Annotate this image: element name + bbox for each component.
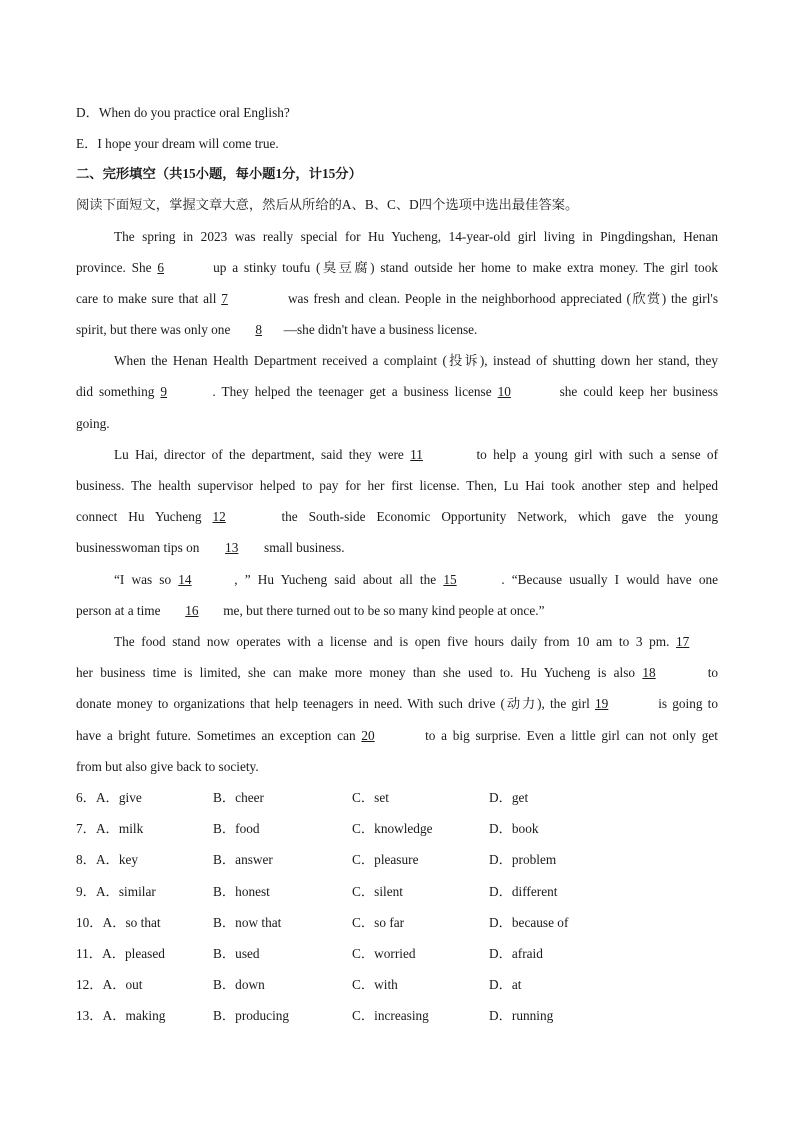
option-a[interactable]: A．so that xyxy=(102,915,161,930)
passage-text: up a stinky toufu (臭豆腐) stand outside her home to make extra money. The girl took xyxy=(213,260,719,275)
blank-13: 13 xyxy=(225,540,239,555)
option-a[interactable]: A．making xyxy=(102,1008,166,1023)
option-c[interactable]: C．set xyxy=(352,790,389,805)
option-a[interactable]: A．key xyxy=(95,852,139,867)
passage-text: care to make sure that all xyxy=(76,291,217,306)
passage-text: me, but there turned out to be so many kind people at once.” xyxy=(223,603,545,618)
passage-line xyxy=(76,508,718,526)
passage-text: Lu Hai, director of the department, said they were xyxy=(114,447,404,462)
option-d[interactable]: D．afraid xyxy=(489,946,543,961)
option-e-line: E．I hope your dream will come true. xyxy=(76,136,279,151)
question-number: 6． xyxy=(76,790,96,805)
option-d[interactable]: D．running xyxy=(489,1008,554,1023)
blank-8: 8 xyxy=(255,322,263,337)
blank-17: 17 xyxy=(676,634,690,649)
option-a[interactable]: A．similar xyxy=(95,884,156,899)
option-c[interactable]: C．silent xyxy=(352,884,403,899)
blank-20: 20 xyxy=(361,728,375,743)
option-a[interactable]: A．give xyxy=(95,790,142,805)
passage-line xyxy=(76,259,718,277)
passage-text: person at a time xyxy=(76,603,161,618)
blank-10: 10 xyxy=(497,384,511,399)
blank-16: 16 xyxy=(185,603,199,618)
question-number: 13． xyxy=(76,1008,103,1023)
passage-text: The food stand now operates with a license and is open five hours daily from 10 am to 3 pm. xyxy=(114,634,670,649)
passage-line: going. xyxy=(76,416,110,431)
passage-line xyxy=(114,446,718,464)
blank-7: 7 xyxy=(221,291,228,306)
passage-text: businesswoman tips on xyxy=(76,540,200,555)
question-row-7 xyxy=(76,820,718,838)
question-row-10 xyxy=(76,914,718,932)
passage-text: province. She xyxy=(76,260,152,275)
question-number: 10． xyxy=(76,915,103,930)
passage-text: . “Because usually I would have one xyxy=(501,572,719,587)
blank-9: 9 xyxy=(160,384,168,399)
passage-text: the South-side Economic Opportunity Network, which gave the young xyxy=(281,509,718,524)
passage-line xyxy=(76,539,718,557)
question-number: 9． xyxy=(76,884,96,899)
blank-19: 19 xyxy=(595,696,609,711)
passage-text: . They helped the teenager get a business license xyxy=(212,384,492,399)
option-d[interactable]: D．different xyxy=(489,884,558,899)
option-c[interactable]: C．knowledge xyxy=(352,821,433,836)
passage-text: “I was so xyxy=(114,572,172,587)
passage-text: have a bright future. Sometimes an exception can xyxy=(76,728,356,743)
option-b[interactable]: B．answer xyxy=(213,852,273,867)
option-b[interactable]: B．now that xyxy=(213,915,282,930)
passage-text: she could keep her business xyxy=(559,384,719,399)
option-d[interactable]: D．problem xyxy=(489,852,557,867)
passage-text: did something xyxy=(76,384,155,399)
option-b[interactable]: B．used xyxy=(213,946,260,961)
passage-text: spirit, but there was only one xyxy=(76,322,231,337)
passage-line xyxy=(76,321,718,339)
option-b[interactable]: B．cheer xyxy=(213,790,264,805)
blank-18: 18 xyxy=(642,665,656,680)
passage-text: was fresh and clean. People in the neighborhood appreciated (欣赏) the girl's xyxy=(287,291,718,306)
question-row-13 xyxy=(76,1007,718,1025)
option-c[interactable]: C．increasing xyxy=(352,1008,429,1023)
option-d[interactable]: D．because of xyxy=(489,915,569,930)
option-c[interactable]: C．with xyxy=(352,977,398,992)
option-b[interactable]: B．honest xyxy=(213,884,270,899)
blank-14: 14 xyxy=(178,572,192,587)
passage-line xyxy=(76,602,718,620)
passage-line xyxy=(76,727,718,745)
passage-line xyxy=(76,383,718,401)
passage-line: The spring in 2023 was really special for Hu Yucheng, 14-year-old girl living in Pingdingshan, Henan xyxy=(114,229,718,244)
question-number: 11． xyxy=(76,946,103,961)
option-a[interactable]: A．out xyxy=(102,977,143,992)
option-d-line: D．When do you practice oral English? xyxy=(76,105,290,120)
option-d[interactable]: D．book xyxy=(489,821,539,836)
option-c[interactable]: C．so far xyxy=(352,915,405,930)
question-row-6 xyxy=(76,789,718,807)
option-d[interactable]: D．at xyxy=(489,977,522,992)
passage-line xyxy=(114,633,718,651)
passage-text: to a big surprise. Even a little girl can not only get xyxy=(425,728,718,743)
option-c[interactable]: C．pleasure xyxy=(352,852,419,867)
blank-11: 11 xyxy=(410,447,423,462)
passage-text: small business. xyxy=(264,540,345,555)
passage-line xyxy=(76,664,718,682)
option-a[interactable]: A．milk xyxy=(95,821,144,836)
option-d[interactable]: D．get xyxy=(489,790,529,805)
passage-line xyxy=(76,290,718,308)
option-c[interactable]: C．worried xyxy=(352,946,416,961)
option-b[interactable]: B．producing xyxy=(213,1008,290,1023)
question-row-9 xyxy=(76,883,718,901)
option-a[interactable]: A．pleased xyxy=(102,946,165,961)
question-row-12 xyxy=(76,976,718,994)
question-row-11 xyxy=(76,945,718,963)
question-number: 7． xyxy=(76,821,96,836)
passage-line xyxy=(114,571,718,589)
passage-text: donate money to organizations that help teenagers in need. With such drive (动力), the girl xyxy=(76,696,590,711)
section-instruction: 阅读下面短文，掌握文章大意，然后从所给的A、B、C、D四个选项中选出最佳答案。 xyxy=(76,197,579,212)
blank-6: 6 xyxy=(157,260,165,275)
passage-text: her business time is limited, she can make more money than she used to. Hu Yucheng is also xyxy=(76,665,636,680)
passage-text: , ” Hu Yucheng said about all the xyxy=(234,572,437,587)
passage-text: —she didn't have a business license. xyxy=(283,322,478,337)
passage-text: connect Hu Yucheng xyxy=(76,509,202,524)
blank-15: 15 xyxy=(443,572,457,587)
blank-12: 12 xyxy=(212,509,226,524)
option-b[interactable]: B．down xyxy=(213,977,265,992)
question-number: 12． xyxy=(76,977,103,992)
passage-text: is going to xyxy=(658,696,719,711)
passage-line: When the Henan Health Department received a complaint (投诉), instead of shutting down her stand, they xyxy=(114,353,718,368)
passage-line xyxy=(76,695,718,713)
passage-line: business. The health supervisor helped to pay for her first license. Then, Lu Hai took another step and helped xyxy=(76,478,718,493)
option-b[interactable]: B．food xyxy=(213,821,260,836)
section-title: 二、完形填空（共15小题，每小题1分，计15分） xyxy=(76,166,362,181)
question-row-8 xyxy=(76,851,718,869)
passage-line: from but also give back to society. xyxy=(76,759,259,774)
passage-text: to xyxy=(707,665,719,680)
question-number: 8． xyxy=(76,852,96,867)
passage-text: to help a young girl with such a sense of xyxy=(476,447,718,462)
